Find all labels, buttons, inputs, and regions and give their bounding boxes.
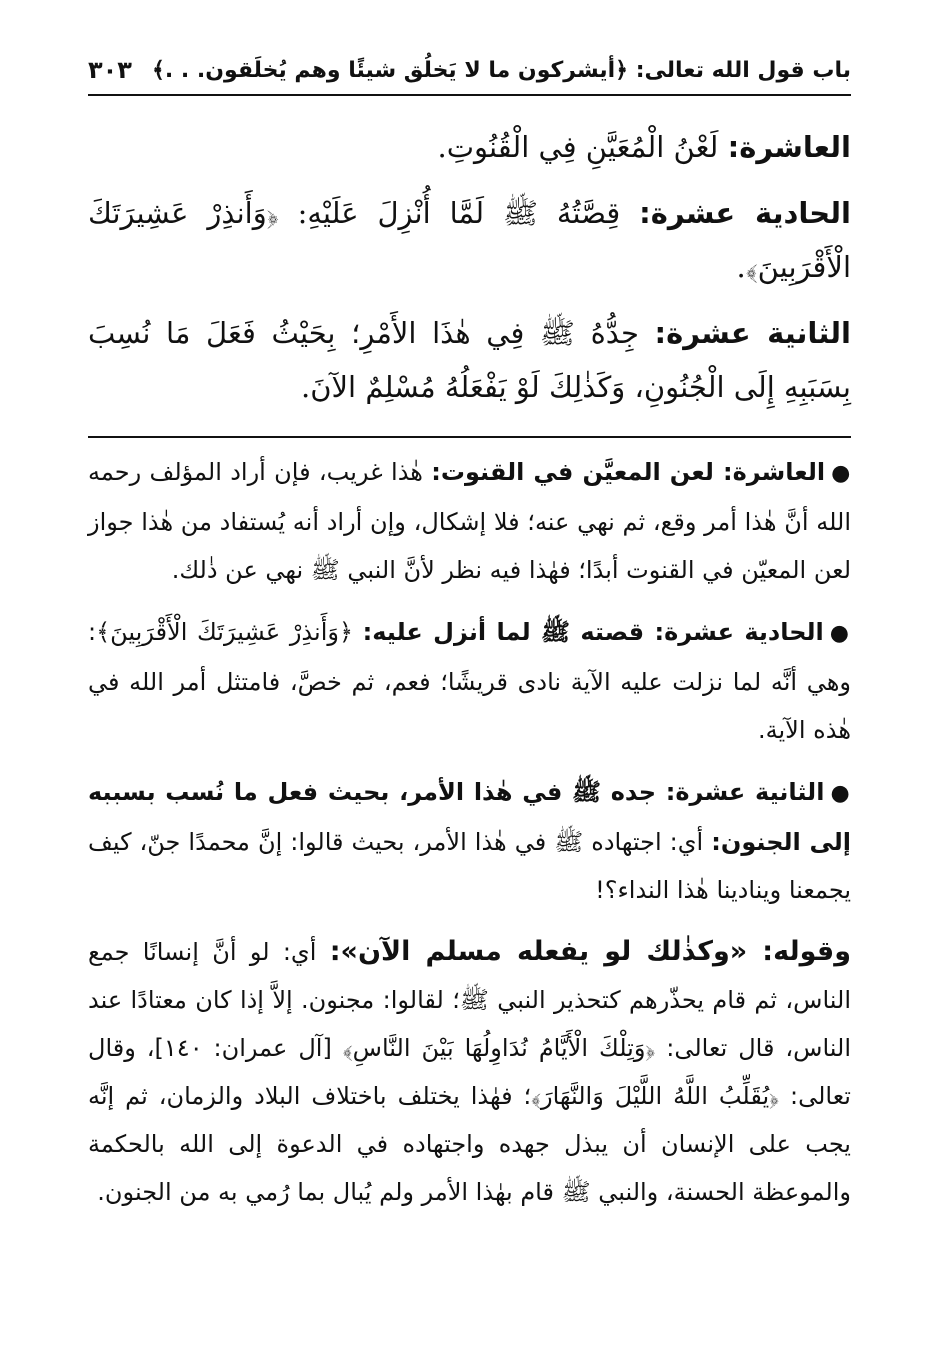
commentary-body: أي: لو أنَّ إنسانًا جمع الناس، ثم قام يحذّرهم كتحذير النبي ﷺ؛ لقالوا: مجنون. إلاَّ إذا كان معتادًا عند الناس، قال تعالى: ﴿وَتِلْكَ الْأَيَّامُ نُدَاوِلُهَا بَيْنَ النَّاسِ﴾ [آل عمران: ١٤٠]، وقال تعالى: ﴿يُقَلِّبُ اللَّهُ اللَّيْلَ وَالنَّهَارَ﴾؛ فهٰذا يختلف باختلاف البلاد والزمان، ثم إنَّه يجب على الإنسان أن يبذل جهده واجتهاده في الدعوة إلى الله بالحكمة والموعظة الحسنة، والنبي ﷺ قام بهٰذا الأمر ولم يُبال بما رُمي به من الجنون. [88, 938, 851, 1206]
chapter-title: باب قول الله تعالى: ﴿أيشركون ما لا يَخلُق شيئًا وهم يُخلَقون. . .﴾ [151, 57, 851, 83]
commentary-lead: الثانية عشرة: جده ﷺ في هٰذا الأمر، بحيث فعل ما نُسب بسببه إلى الجنون: [88, 778, 852, 856]
commentary-paragraph [88, 928, 851, 1216]
matn-paragraph [88, 306, 851, 414]
bullet-icon: ● [831, 461, 851, 486]
matn-lead: العاشرة: [727, 130, 851, 164]
commentary-paragraph [88, 608, 851, 754]
section-divider [88, 436, 851, 438]
bullet-icon: ● [829, 621, 851, 646]
commentary [88, 448, 851, 1230]
matn-lead: الثانية عشرة: [654, 316, 851, 350]
commentary-body: أي: اجتهاده ﷺ في هٰذا الأمر، بحيث قالوا: إنَّ محمدًا جنّ، كيف يجمعنا وينادينا هٰذا النداء؟! [88, 828, 851, 904]
matn-body: جِدُّهُ ﷺ فِي هٰذَا الأَمْرِ؛ بِحَيْثُ فَعَلَ مَا نُسِبَ بِسَبَبِهِ إِلَى الْجُنُونِ، وَكَذٰلِكَ لَوْ يَفْعَلُهُ مُسْلِمٌ الآنَ. [88, 316, 851, 404]
commentary-lead: الحادية عشرة: قصته ﷺ لما أنزل عليه: [362, 618, 824, 646]
matn-paragraph [88, 120, 851, 174]
commentary-lead: العاشرة: لعن المعيَّن في القنوت: [431, 458, 826, 486]
commentary-body: هٰذا غريب، فإن أراد المؤلف رحمه الله أنَّ هٰذا أمر وقع، ثم نهي عنه؛ فلا إشكال، وإن أراد أنه يُستفاد من هٰذا جواز لعن المعيّن في القنوت أبدًا؛ فهٰذا فيه نظر لأنَّ النبي ﷺ نهي عن ذٰلك. [88, 458, 851, 584]
commentary-lead: وقوله: «وكذٰلك لو يفعله مسلم الآن»: [329, 936, 851, 967]
page-number: ٣٠٣ [88, 56, 132, 84]
commentary-paragraph [88, 768, 851, 914]
main-text [88, 120, 851, 426]
commentary-paragraph [88, 448, 851, 594]
matn-body: لَعْنُ الْمُعَيَّنِ فِي الْقُنُوتِ. [437, 130, 728, 164]
bullet-icon: ● [830, 781, 852, 806]
matn-lead: الحادية عشرة: [639, 196, 851, 230]
matn-body: قِصَّتُهُ ﷺ لَمَّا أُنْزِلَ عَلَيْهِ: ﴿وَأَنذِرْ عَشِيرَتَكَ الْأَقْرَبِينَ﴾. [88, 196, 851, 284]
matn-paragraph [88, 186, 851, 294]
page-header [88, 50, 851, 90]
commentary-body: ﴿وَأَنذِرْ عَشِيرَتَكَ الْأَقْرَبِينَ﴾: وهي أنَّه لما نزلت عليه الآية نادى قريشًا؛ فعم، ثم خصَّ، فامتثل أمر الله في هٰذه الآية. [88, 618, 851, 744]
header-rule [88, 94, 851, 96]
